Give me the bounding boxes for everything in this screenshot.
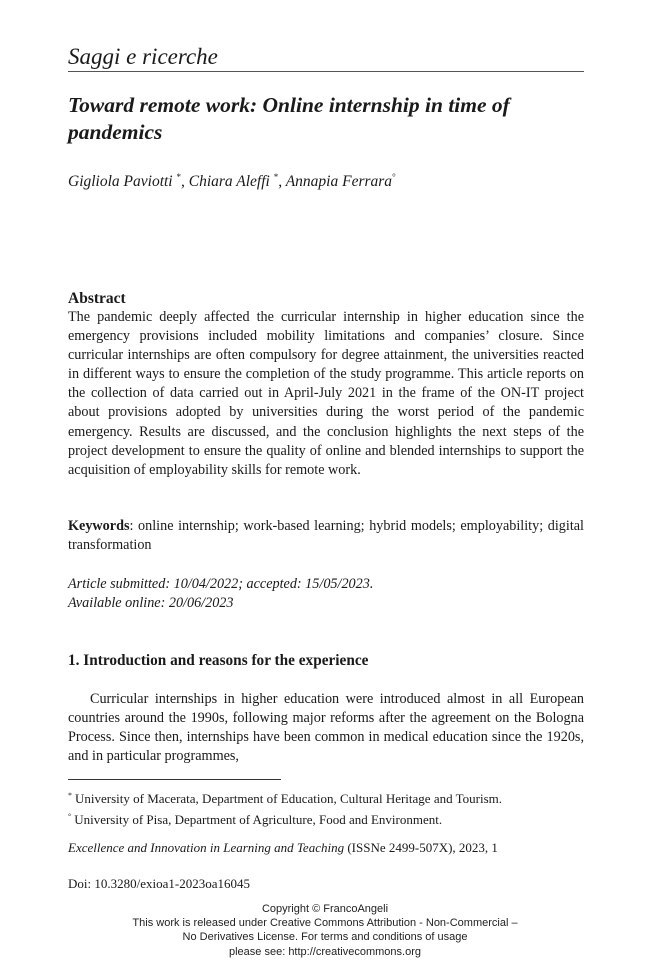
footnote <box>68 787 588 808</box>
footnote-mark: * <box>68 791 72 800</box>
article-title: Toward remote work: Online internship in time of pandemics <box>68 93 510 144</box>
author-list: Gigliola Paviotti *, Chiara Aleffi *, Annapia Ferrara° <box>68 172 396 190</box>
journal-citation <box>68 839 588 857</box>
author-affiliation-mark: ° <box>392 172 396 182</box>
copyright-line: Copyright © FrancoAngeli <box>261 903 389 915</box>
author-name: Annapia Ferrara <box>285 173 393 190</box>
author-name: Chiara Aleffi <box>188 173 270 190</box>
footnote-divider <box>68 779 281 780</box>
doi: Doi: 10.3280/exioa1-2023oa16045 <box>68 876 250 891</box>
journal-name: Excellence and Innovation in Learning and Teaching <box>68 840 345 855</box>
section-title: Saggi e ricerche <box>68 44 584 72</box>
author-affiliation-mark: * <box>176 172 181 182</box>
footnote-mark: ° <box>68 812 72 821</box>
abstract-heading: Abstract <box>68 290 126 307</box>
footnotes <box>68 787 588 829</box>
section-body: Curricular internships in higher education were introduced almost in all European countries around the 1990s, following major reforms after the agreement on the Bologna Process. Since then, internships have been common in medical education since the 1920s, and in particular programmes, <box>68 691 584 765</box>
footnote-text: University of Macerata, Department of Education, Cultural Heritage and Tourism. <box>75 791 502 806</box>
license-line: This work is released under Creative Commons Attribution - Non-Commercial – <box>132 917 518 930</box>
abstract-body: The pandemic deeply affected the curricular internship in higher education since the emergency provisions included mobility limitations and companies’ closure. Since curricular internships are often compulsory for degree attainment, the universities reacted in different ways to ensure the completion of the study programme. This article reports on the collection of data carried out in April-July 2021 in the frame of the ON-IT project about provisions adopted by universities during the worst period of the pandemic emergency. Results are discussed, and the conclusion highlights the next steps of the project development to ensure the quality of online and blended internships to support the acquisition of employability skills for remote work. <box>68 309 584 478</box>
license-line: No Derivatives License. For terms and conditions of usage <box>182 931 468 944</box>
online-date: Available online: 20/06/2023 <box>68 595 234 611</box>
keywords-label: Keywords <box>68 518 130 534</box>
journal-details: (ISSNe 2499-507X), 2023, 1 <box>344 840 498 855</box>
footnote <box>68 808 588 829</box>
keywords-list: : online internship; work-based learning; hybrid models; employability; digital transformation <box>68 518 584 554</box>
footnote-text: University of Pisa, Department of Agriculture, Food and Environment. <box>74 812 443 827</box>
copyright-notice <box>0 902 650 959</box>
submission-dates: Article submitted: 10/04/2022; accepted: 15/05/2023. <box>68 576 374 592</box>
article-dates <box>68 575 584 613</box>
license-link-line: please see: http://creativecommons.org <box>229 945 421 958</box>
section-heading: 1. Introduction and reasons for the experience <box>68 652 369 669</box>
author-affiliation-mark: * <box>273 172 279 182</box>
author-name: Gigliola Paviotti <box>68 173 173 190</box>
keywords-paragraph <box>68 517 584 555</box>
